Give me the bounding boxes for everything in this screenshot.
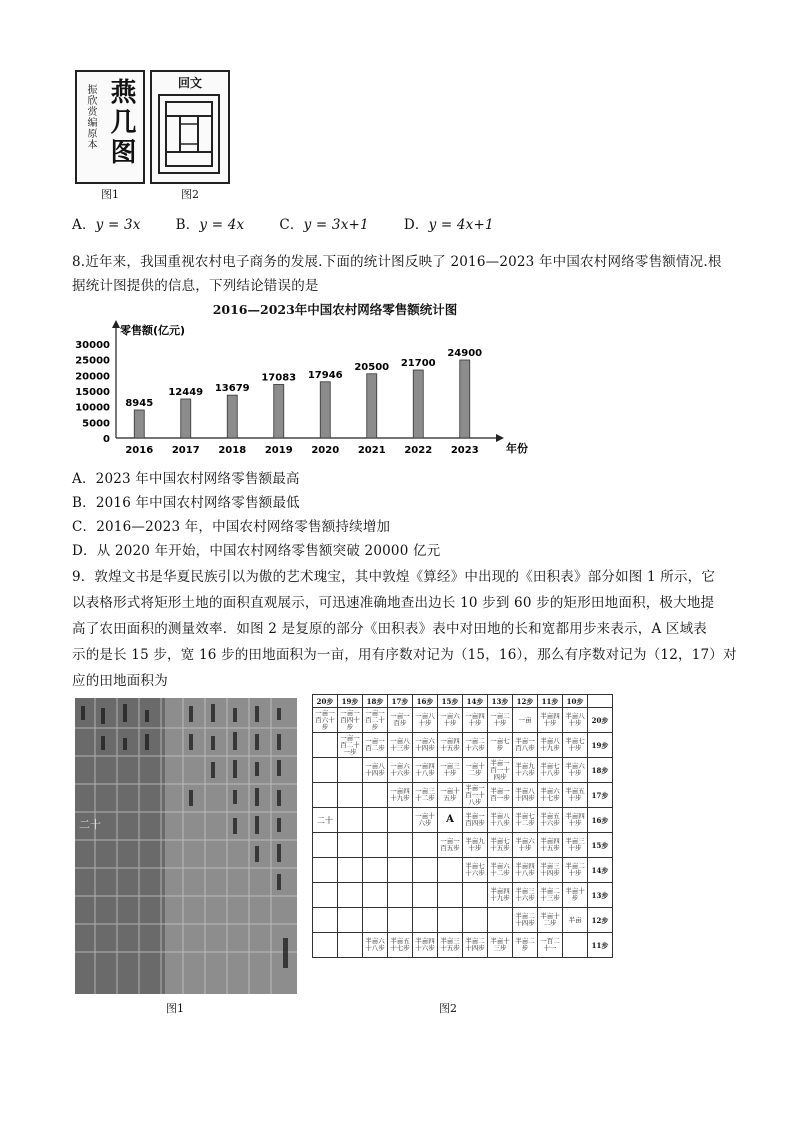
table-cell: 半亩七十步: [563, 733, 588, 758]
table-cell: 半亩四十步: [563, 808, 588, 833]
q8-option-a[interactable]: A．2023 年中国农村网络零售额最高: [72, 471, 300, 487]
table-cell: [313, 783, 338, 808]
y-tick-label: 20000: [75, 371, 110, 383]
table-cell: [313, 758, 338, 783]
y-tick-label: 10000: [75, 402, 110, 414]
x-axis-arrow: [496, 434, 504, 442]
q7-option-b[interactable]: B．y = 4x: [175, 217, 245, 233]
table-cell: 半亩三十五步: [438, 933, 463, 958]
table-cell: 一亩二十六步: [463, 733, 488, 758]
table-cell: 一亩六十四步: [413, 733, 438, 758]
a-region-cell: [438, 808, 463, 833]
table-row: [313, 858, 613, 883]
table-cell: 半亩四十五步: [538, 833, 563, 858]
table-cell: 半亩四十六步: [413, 933, 438, 958]
table-cell: 半亩七十二步: [513, 808, 538, 833]
table-cell: [363, 833, 388, 858]
row-header-cell: 18步: [588, 758, 613, 783]
table-cell: 一亩二十步: [488, 708, 513, 733]
q9-fig1-caption: 图1: [166, 1002, 184, 1015]
row-header-cell: 20步: [588, 708, 613, 733]
bar: [460, 360, 470, 438]
table-cell: [438, 908, 463, 933]
table-cell: [388, 808, 413, 833]
table-cell: 半亩四十九步: [488, 883, 513, 908]
bar-value-label: 21700: [400, 358, 436, 370]
bar: [274, 384, 284, 438]
table-cell: 半亩二十步: [563, 858, 588, 883]
table-cell: [313, 833, 338, 858]
table-cell: 一亩八十三步: [388, 733, 413, 758]
huiwen-label: 回文: [177, 76, 202, 90]
x-tick-label: 2022: [404, 445, 433, 456]
table-cell: [313, 733, 338, 758]
table-cell: 半亩八十四步: [513, 783, 538, 808]
q7-option-d[interactable]: D．y = 4x+1: [403, 217, 494, 233]
bar: [367, 374, 377, 438]
row-header-cell: 15步: [588, 833, 613, 858]
table-row: [313, 933, 613, 958]
row-header-cell: 11步: [588, 933, 613, 958]
header-cell: 17步: [388, 695, 413, 708]
q7-options: [72, 213, 772, 237]
table-cell: 一百二十一: [538, 933, 563, 958]
bar: [227, 395, 237, 438]
bar: [134, 410, 144, 438]
table-cell: 半亩五十六步: [538, 808, 563, 833]
table-row: [313, 808, 613, 833]
table-cell: [388, 908, 413, 933]
table-cell: 半亩一百一十八步: [463, 783, 488, 808]
header-cell: 13步: [488, 695, 513, 708]
table-cell: [363, 908, 388, 933]
x-tick-label: 2021: [357, 445, 386, 456]
table-cell: [338, 933, 363, 958]
table-cell: [338, 783, 363, 808]
table-row: [313, 908, 613, 933]
bar-value-label: 13679: [214, 383, 250, 395]
table-cell: 一亩四十八步: [413, 758, 438, 783]
q7-option-a[interactable]: A．y = 3x: [72, 217, 141, 233]
x-tick-label: 2020: [311, 445, 340, 456]
table-cell: 半亩一百一步: [488, 783, 513, 808]
header-cell-empty: [588, 695, 613, 708]
table-cell: 一亩六十六步: [388, 758, 413, 783]
bar-value-label: 17083: [261, 372, 297, 384]
table-cell: [338, 833, 363, 858]
table-cell: 半亩三十四步: [538, 858, 563, 883]
table-cell: 一亩一百二十一步: [338, 733, 363, 758]
q8-option-c[interactable]: C．2016—2023 年，中国农村网络零售额持续增加: [72, 519, 391, 535]
q8-option-b[interactable]: B．2016 年中国农村网络零售额最低: [72, 495, 300, 511]
table-cell: [338, 883, 363, 908]
table-cell: 半亩二步: [513, 933, 538, 958]
table-cell: [363, 808, 388, 833]
table-cell: 半亩二十四步: [513, 908, 538, 933]
header-cell: 19步: [338, 695, 363, 708]
table-header-row: [313, 695, 613, 708]
table-cell: 一亩四十九步: [388, 783, 413, 808]
q9-line-3: 高了农田面积的测量效率．如图 2 是复原的部分《田积表》表中对田地的长和宽都用步来表示，A 区域表: [72, 621, 708, 637]
q8-stem-line1: 8.近年来，我国重视农村电子商务的发展.下面的统计图反映了 2016—2023 年中国农村网络零售额情况.根: [72, 254, 722, 270]
table-cell: 半亩三十步: [563, 833, 588, 858]
x-tick-label: 2023: [450, 445, 479, 456]
table-cell: 半亩六十步: [513, 833, 538, 858]
manuscript-mark: 二十: [79, 818, 101, 831]
table-cell: 半亩二十三步: [538, 883, 563, 908]
q8-stem-line2: 据统计图提供的信息，下列结论错误的是: [72, 278, 319, 294]
table-cell: 一亩一百四十步: [338, 708, 363, 733]
x-tick-label: 2019: [264, 445, 293, 456]
bar-value-label: 24900: [447, 347, 483, 359]
header-cell: 10步: [563, 695, 588, 708]
table-row: [313, 758, 613, 783]
table-cell: 半亩一百八步: [513, 733, 538, 758]
table-cell: 半亩六十步: [563, 758, 588, 783]
y-tick-label: 0: [103, 434, 110, 445]
header-cell: 16步: [413, 695, 438, 708]
table-cell: [363, 883, 388, 908]
table-cell: 半亩三十六步: [513, 883, 538, 908]
table-cell: 一亩一百二十步: [363, 708, 388, 733]
table-cell: [338, 858, 363, 883]
table-cell: [413, 908, 438, 933]
table-cell: 一亩八十步: [413, 708, 438, 733]
tianji-table-wrap: [312, 694, 613, 958]
table-cell: 一亩四十步: [463, 708, 488, 733]
table-cell: 半亩五十七步: [388, 933, 413, 958]
header-cell: 12步: [513, 695, 538, 708]
table-cell: 半亩八十八步: [488, 808, 513, 833]
table-cell: [413, 858, 438, 883]
table-cell: [313, 858, 338, 883]
table-cell: 半亩: [563, 908, 588, 933]
table-row: [313, 733, 613, 758]
table-cell: [338, 808, 363, 833]
a-region-label: A: [446, 814, 454, 825]
table-cell: [313, 883, 338, 908]
table-cell: 半亩七十五步: [488, 833, 513, 858]
table-cell: 半亩七十八步: [538, 758, 563, 783]
table-cell: [413, 883, 438, 908]
table-cell: 半亩十步: [563, 883, 588, 908]
header-cell: 18步: [363, 695, 388, 708]
table-cell: 半亩五十步: [563, 783, 588, 808]
table-cell: [438, 883, 463, 908]
manuscript-photo: [75, 698, 297, 994]
table-cell: 一亩四十五步: [438, 733, 463, 758]
table-cell: 半亩六十二步: [488, 858, 513, 883]
table-cell: [363, 858, 388, 883]
q9-line-2: 以表格形式将矩形土地的面积直观展示，可迅速准确地查出边长 10 步到 60 步的矩形田地面积，极大地提: [72, 595, 715, 611]
row-header-cell: 16步: [588, 808, 613, 833]
table-cell: [338, 908, 363, 933]
table-cell: 半亩九十步: [463, 833, 488, 858]
table-cell: 一亩一百六十步: [313, 708, 338, 733]
huiwen-pattern: [158, 94, 220, 174]
book-side-text: 振欣赏编原本: [85, 84, 96, 150]
row-header-cell: 17步: [588, 783, 613, 808]
q7-option-c[interactable]: C．y = 3x+1: [279, 217, 369, 233]
table-cell: 半亩八十步: [563, 708, 588, 733]
table-cell: 一亩十六步: [413, 808, 438, 833]
bar-chart: [68, 318, 538, 466]
table-cell: [563, 933, 588, 958]
y-tick-label: 15000: [75, 387, 110, 398]
bar-value-label: 20500: [354, 361, 390, 373]
table-cell: 半亩四十八步: [513, 858, 538, 883]
manuscript-texture: [75, 698, 297, 994]
table-cell: 一亩八十四步: [363, 758, 388, 783]
table-cell: [363, 783, 388, 808]
x-tick-label: 2017: [171, 445, 200, 456]
table-cell: [413, 833, 438, 858]
figure-book-cover: [75, 70, 145, 184]
table-cell: 一亩三十二步: [413, 783, 438, 808]
bar-value-label: 12449: [168, 386, 204, 398]
table-cell: 一亩一百二步: [363, 733, 388, 758]
table-cell: [463, 908, 488, 933]
fig2-caption-top: 图2: [181, 188, 199, 201]
bar-value-label: 8945: [125, 397, 154, 409]
table-cell: [463, 883, 488, 908]
table-cell: 一亩: [513, 708, 538, 733]
chart-title: 2016—2023年中国农村网络零售额统计图: [212, 302, 458, 317]
q9-line-5: 应的田地面积为: [72, 673, 168, 689]
header-cell: 14步: [463, 695, 488, 708]
row-header-cell: 12步: [588, 908, 613, 933]
table-cell: 一亩十二步: [463, 758, 488, 783]
y-tick-label: 5000: [82, 418, 110, 430]
figure-huiwen: [150, 70, 230, 184]
table-cell: 半亩十二步: [538, 908, 563, 933]
table-cell: 半亩七十六步: [463, 858, 488, 883]
table-cell: [313, 933, 338, 958]
bar: [320, 382, 330, 438]
y-axis-arrow: [112, 320, 120, 328]
tianji-table: [312, 694, 613, 958]
header-cell: 11步: [538, 695, 563, 708]
table-cell: 一亩六十步: [438, 708, 463, 733]
table-cell: 一亩三十步: [438, 758, 463, 783]
table-row: [313, 783, 613, 808]
header-cell: 15步: [438, 695, 463, 708]
table-cell: 半亩二十四步: [463, 933, 488, 958]
table-cell: 半亩八十九步: [538, 733, 563, 758]
y-axis-title: 零售额(亿元): [120, 324, 186, 337]
fig1-caption-top: 图1: [101, 188, 119, 201]
q9-fig2-caption: 图2: [439, 1002, 457, 1015]
table-cell: 半亩四十步: [538, 708, 563, 733]
table-row: [313, 708, 613, 733]
q8-option-d[interactable]: D．从 2020 年开始，中国农村网络零售额突破 20000 亿元: [72, 543, 441, 559]
y-tick-label: 25000: [75, 355, 110, 367]
q9-line-4: 示的是长 15 步，宽 16 步的田地面积为一亩，用有序数对记为（15，16），那么有序数对记为（12，17）对: [72, 647, 737, 663]
table-row: [313, 883, 613, 908]
x-axis-title: 年份: [506, 442, 528, 455]
x-tick-label: 2018: [218, 445, 247, 456]
table-cell: [313, 908, 338, 933]
book-title: 燕几图: [106, 78, 136, 168]
bar-value-label: 17946: [307, 369, 343, 381]
row-header-cell: 13步: [588, 883, 613, 908]
table-cell: 半亩十三步: [488, 933, 513, 958]
header-cell: 20步: [313, 695, 338, 708]
left-mark-cell: 二十: [313, 808, 338, 833]
bar: [181, 399, 191, 438]
table-cell: 半亩一百一十四步: [488, 758, 513, 783]
table-cell: 一亩十五步: [438, 783, 463, 808]
table-body: [313, 708, 613, 958]
table-cell: [388, 883, 413, 908]
x-tick-label: 2016: [125, 445, 154, 456]
table-cell: [488, 908, 513, 933]
row-header-cell: 14步: [588, 858, 613, 883]
table-row: [313, 833, 613, 858]
y-tick-label: 30000: [75, 340, 110, 351]
table-cell: 一亩一百五步: [438, 833, 463, 858]
bar: [413, 370, 423, 438]
table-cell: 半亩六十七步: [538, 783, 563, 808]
table-cell: 半亩一百四步: [463, 808, 488, 833]
table-cell: 一亩一百步: [388, 708, 413, 733]
table-cell: 半亩九十六步: [513, 758, 538, 783]
table-cell: 一亩七步: [488, 733, 513, 758]
table-cell: [388, 858, 413, 883]
table-cell: [438, 858, 463, 883]
table-cell: [338, 758, 363, 783]
row-header-cell: 19步: [588, 733, 613, 758]
table-cell: 半亩六十八步: [363, 933, 388, 958]
table-cell: [388, 833, 413, 858]
q9-line-1: 9．敦煌文书是华夏民族引以为傲的艺术瑰宝，其中敦煌《算经》中出现的《田积表》部分如图 1 所示，它: [72, 569, 716, 585]
